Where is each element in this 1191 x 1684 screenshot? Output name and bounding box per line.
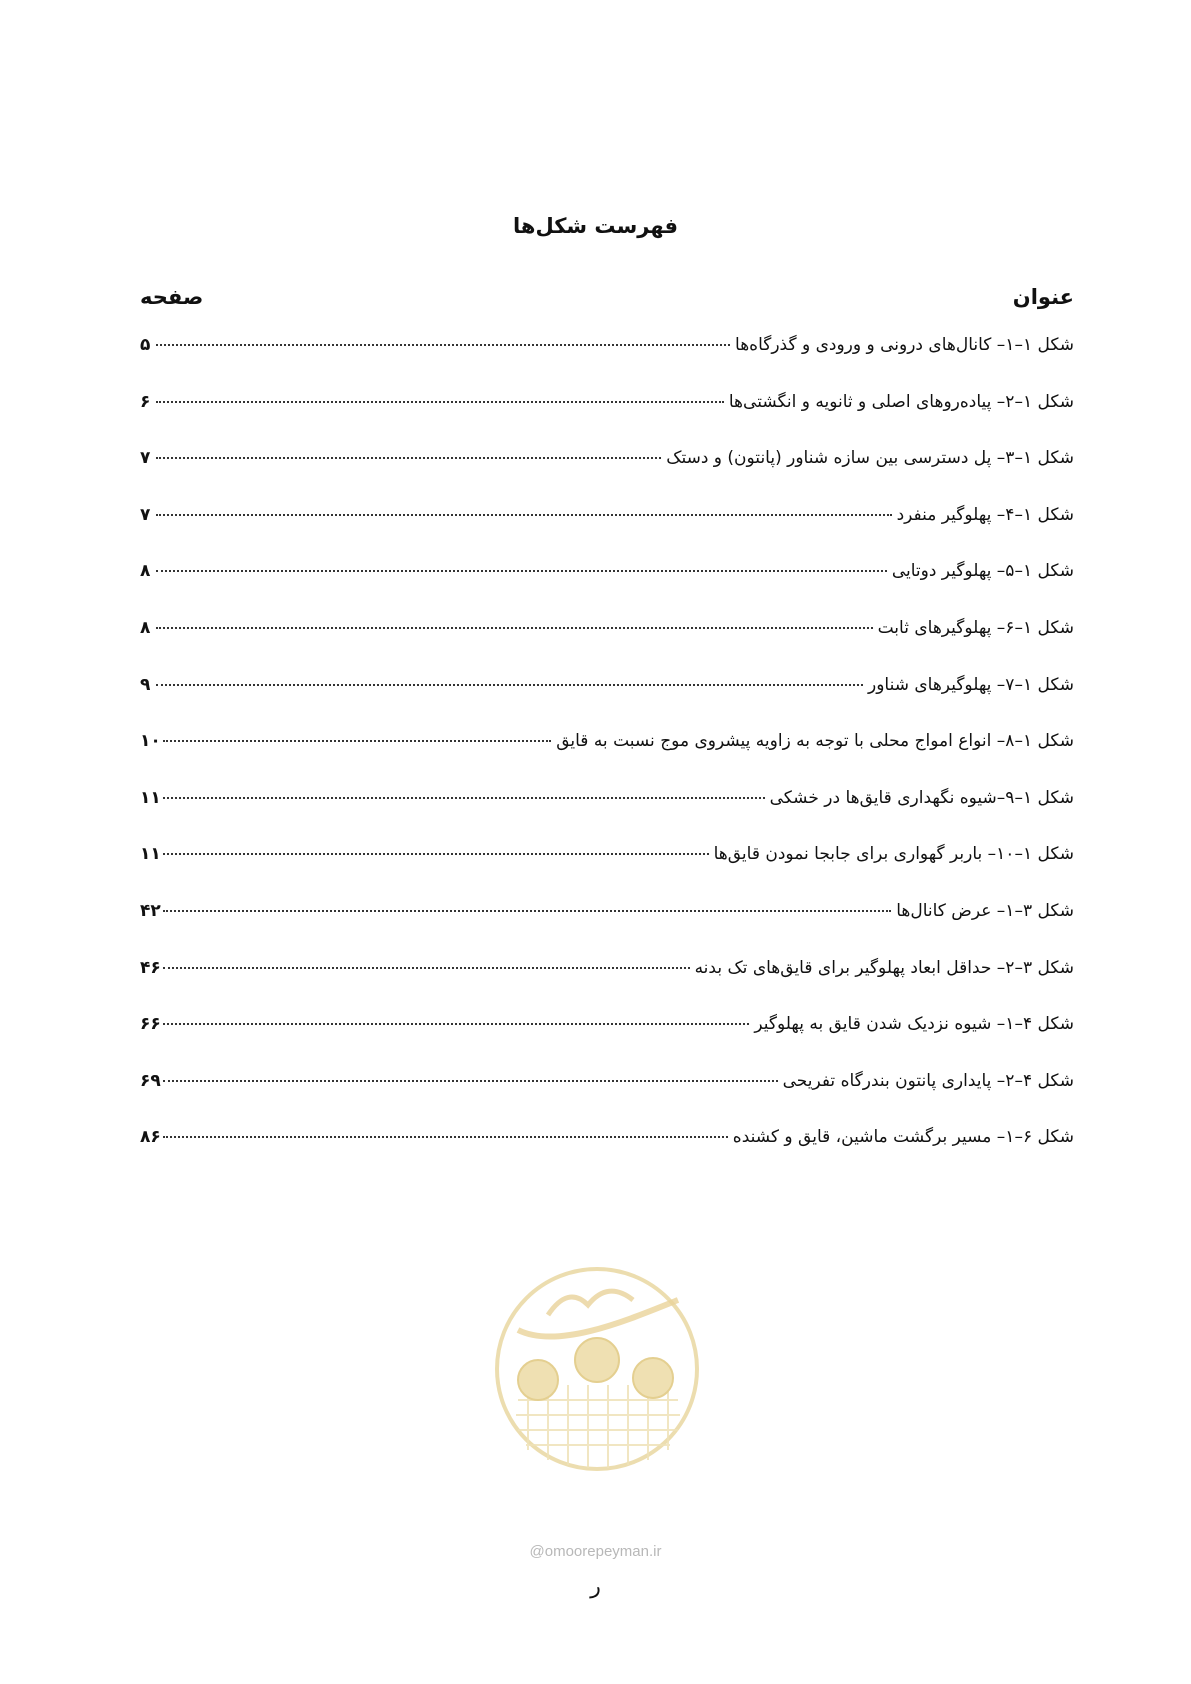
figure-page-number: ۷ xyxy=(140,504,151,525)
dot-leader xyxy=(163,853,709,855)
figure-list-item xyxy=(140,618,1074,675)
column-header-title: عنوان xyxy=(1012,285,1074,309)
dot-leader xyxy=(163,1080,778,1082)
figure-page-number: ۸۶ xyxy=(140,1127,161,1148)
figure-label: شکل ۱–۳– پل دسترسی بین سازه شناور (پانتون) و دستک xyxy=(666,448,1074,469)
figure-list-item xyxy=(140,448,1074,505)
dot-leader xyxy=(156,514,892,516)
figure-label: شکل ۱–۸– انواع امواج محلی با توجه به زاویه پیشروی موج نسبت به قایق xyxy=(556,731,1074,752)
figure-label: شکل ۱–۵– پهلوگیر دوتایی xyxy=(891,561,1074,582)
figure-list-item xyxy=(140,561,1074,618)
figure-page-number: ۶ xyxy=(140,391,151,412)
figure-label: شکل ۶–۱– مسیر برگشت ماشین، قایق و کشنده xyxy=(732,1127,1074,1148)
dot-leader xyxy=(156,684,863,686)
figure-label: شکل ۳–۲– حداقل ابعاد پهلوگیر برای قایق‌های تک بدنه xyxy=(694,957,1074,978)
figure-page-number: ۸ xyxy=(140,561,151,582)
page-title: فهرست شکل‌ها xyxy=(513,214,678,238)
page-number: ر xyxy=(590,1574,601,1599)
figure-list-item xyxy=(140,675,1074,732)
dot-leader xyxy=(156,344,730,346)
figure-label: شکل ۱–۷– پهلوگیرهای شناور xyxy=(867,674,1074,695)
dot-leader xyxy=(163,797,765,799)
figure-label: شکل ۳–۱– عرض کانال‌ها xyxy=(896,900,1074,921)
figure-page-number: ۹ xyxy=(140,674,151,695)
figure-list-item xyxy=(140,731,1074,788)
dot-leader xyxy=(156,627,873,629)
figure-page-number: ۱۱ xyxy=(140,844,161,865)
dot-leader xyxy=(156,401,724,403)
column-header-page: صفحه xyxy=(140,285,204,309)
dot-leader xyxy=(163,910,891,912)
figure-label: شکل ۱–۴– پهلوگیر منفرد xyxy=(896,504,1074,525)
figure-list-item xyxy=(140,958,1074,1015)
figure-page-number: ۱۰ xyxy=(140,731,161,752)
figure-list-item xyxy=(140,505,1074,562)
dot-leader xyxy=(163,1023,750,1025)
dot-leader xyxy=(156,570,887,572)
figure-label: شکل ۴–۲– پایداری پانتون بندرگاه تفریحی xyxy=(782,1070,1074,1091)
figure-page-number: ۱۱ xyxy=(140,787,161,808)
figure-list-item xyxy=(140,788,1074,845)
figure-label: شکل ۱–۲– پیاده‌روهای اصلی و ثانویه و انگشتی‌ها xyxy=(728,391,1074,412)
figure-list-item xyxy=(140,901,1074,958)
dot-leader xyxy=(163,967,690,969)
figure-list xyxy=(140,335,1074,1184)
figure-page-number: ۵ xyxy=(140,335,151,355)
figure-label: شکل ۱–۱– کانال‌های درونی و ورودی و گذرگاه‌ها xyxy=(735,335,1074,355)
figure-page-number: ۶۶ xyxy=(140,1014,161,1035)
figure-label: شکل ۱–۱۰– باربر گهواری برای جابجا نمودن قایق‌ها xyxy=(713,844,1074,865)
watermark-logo xyxy=(488,1260,706,1478)
figure-list-item xyxy=(140,1071,1074,1128)
figure-page-number: ۷ xyxy=(140,448,151,469)
figure-list-item xyxy=(140,1127,1074,1184)
figure-page-number: ۸ xyxy=(140,617,151,638)
figure-list-item xyxy=(140,1014,1074,1071)
figure-page-number: ۶۹ xyxy=(140,1070,161,1091)
figure-label: شکل ۱–۶– پهلوگیرهای ثابت xyxy=(877,617,1074,638)
figure-list-item xyxy=(140,844,1074,901)
figure-list-item xyxy=(140,392,1074,449)
figure-label: شکل ۱–۹–شیوه نگهداری قایق‌ها در خشکی xyxy=(769,787,1074,808)
dot-leader xyxy=(156,457,661,459)
dot-leader xyxy=(163,740,551,742)
figure-label: شکل ۴–۱– شیوه نزدیک شدن قایق به پهلوگیر xyxy=(754,1014,1074,1035)
watermark-site: @omoorepeyman.ir xyxy=(529,1543,662,1560)
figure-list-item xyxy=(140,335,1074,392)
dot-leader xyxy=(163,1136,728,1138)
figure-page-number: ۴۶ xyxy=(140,957,161,978)
figure-page-number: ۴۲ xyxy=(140,900,161,921)
